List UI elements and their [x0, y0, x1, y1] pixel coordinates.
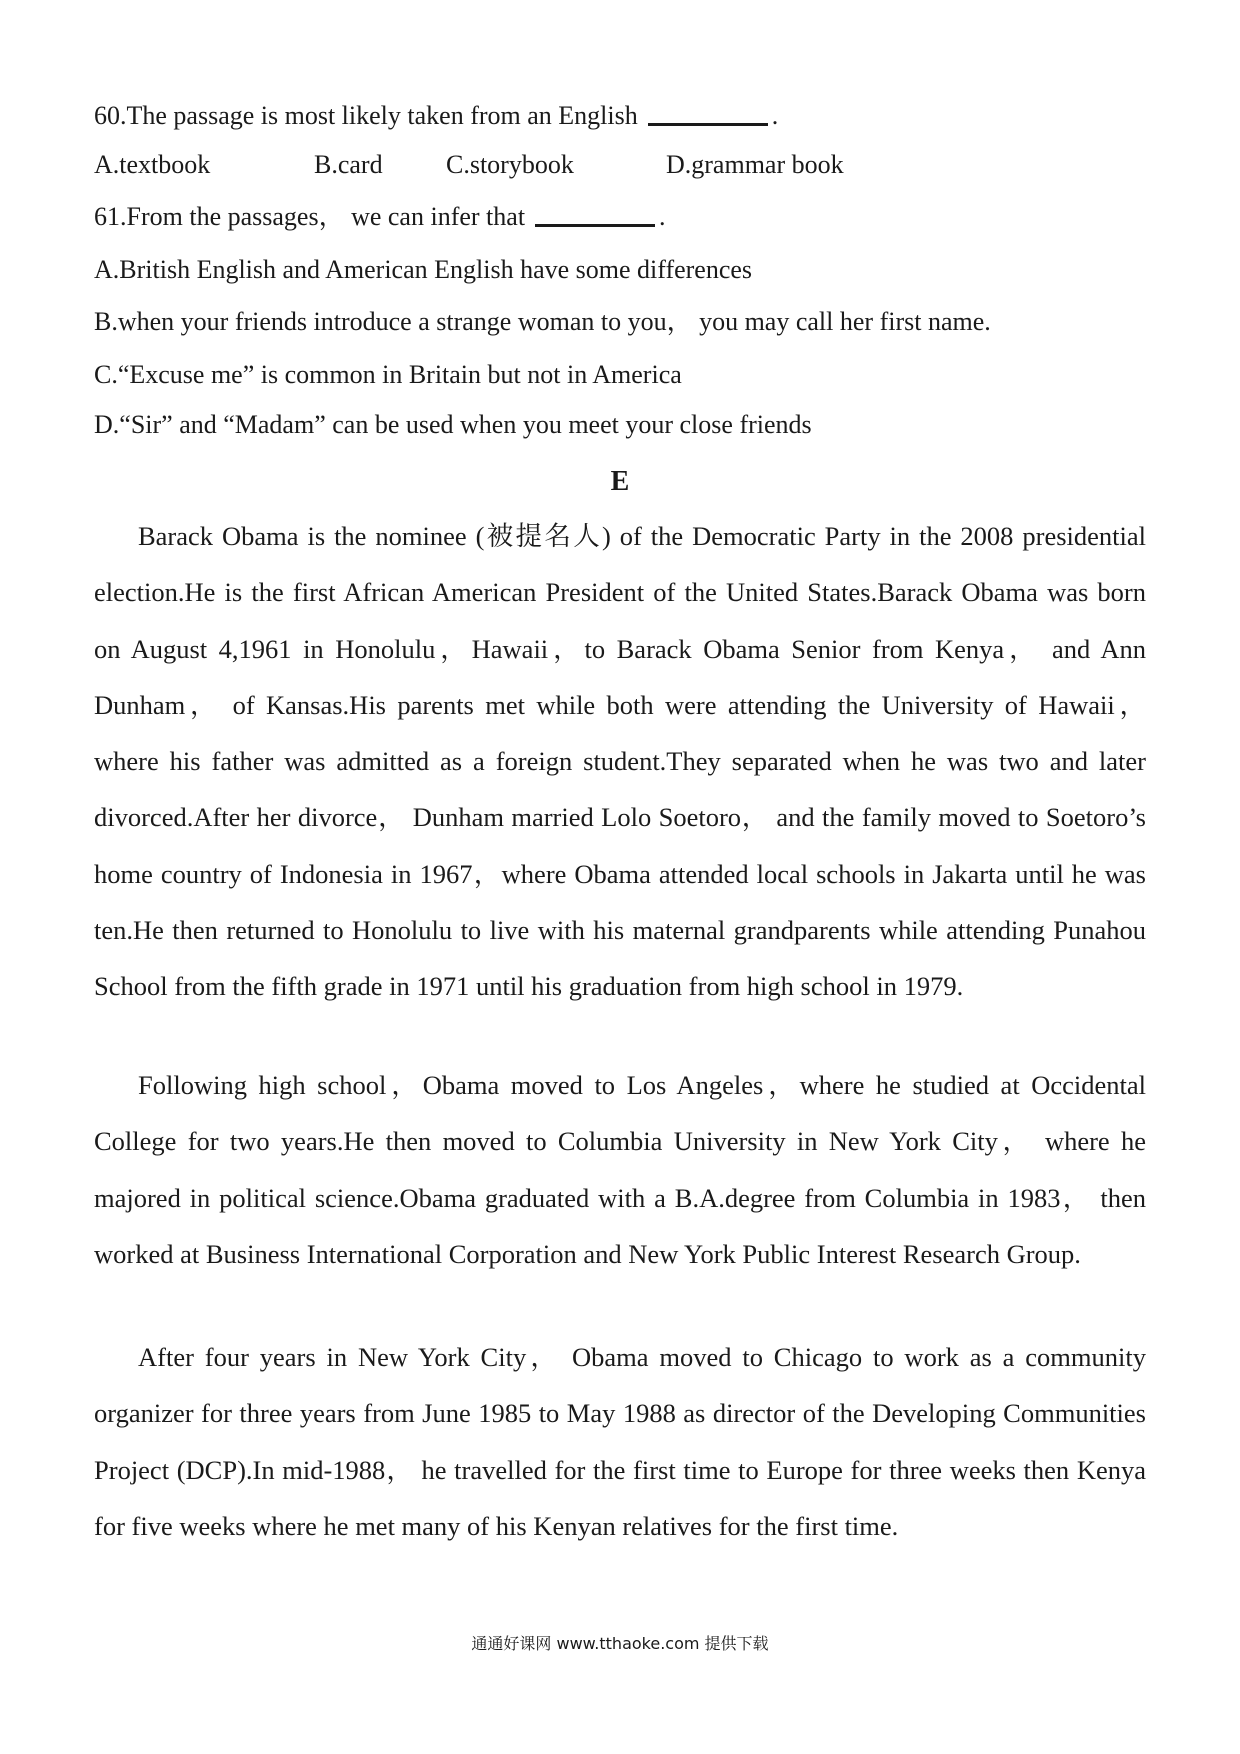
question-61-end: . — [659, 202, 666, 231]
answer-blank — [535, 202, 655, 227]
question-61-text: 61.From the passages， we can infer that — [94, 202, 526, 231]
option-d: D.grammar book — [666, 150, 844, 179]
answer-blank — [648, 101, 768, 126]
option-d: D.“Sir” and “Madam” can be used when you meet your close friends — [94, 410, 812, 439]
question-61-stem — [94, 201, 666, 233]
question-60-end: . — [771, 101, 779, 130]
option-a: A.British English and American English have some differences — [94, 255, 753, 284]
question-60-stem — [94, 100, 778, 132]
page-footer: 通通好课网 www.tthaoke.com 提供下载 — [471, 1634, 769, 1653]
option-c: C.“Excuse me” is common in Britain but not in America — [94, 360, 682, 389]
option-c: C.storybook — [446, 150, 574, 179]
option-b: B.when your friends introduce a strange woman to you， you may call her first name. — [94, 307, 991, 336]
option-a: A.textbook — [94, 150, 211, 179]
question-60-options — [94, 149, 1146, 181]
section-title: E — [610, 466, 630, 497]
question-60-text: 60.The passage is most likely taken from an English — [94, 101, 638, 130]
passage-paragraph-1: Barack Obama is the nominee (被提名人) of the Democratic Party in the 2008 presidential election.He is the first African American President of the United States.Barack Obama was born on August 4,1961 in Honolulu，Hawaii，to Barack Obama Senior from Kenya， and Ann Dunham， of Kansas.His parents met while both were attending the University of Hawaii， where his father was admitted as a foreign student.They separated when he was two and later divorced.After her divorce， Dunham married Lolo Soetoro， and the family moved to Soetoro’s home country of Indonesia in 1967，where Obama attended local schools in Jakarta until he was ten.He then returned to Honolulu to live with his maternal grandparents while attending Punahou School from the fifth grade in 1971 until his graduation from high school in 1979. — [94, 521, 1146, 1002]
passage-paragraph-2: Following high school，Obama moved to Los Angeles，where he studied at Occidental College for two years.He then moved to Columbia University in New York City， where he majored in political science.Obama graduated with a B.A.degree from Columbia in 1983， then worked at Business International Corporation and New York Public Interest Research Group. — [94, 1070, 1146, 1269]
option-b: B.card — [314, 150, 383, 179]
passage-paragraph-3: After four years in New York City， Obama moved to Chicago to work as a community organizer for three years from June 1985 to May 1988 as director of the Developing Communities Project (DCP).In mid-1988， he travelled for the first time to Europe for three weeks then Kenya for five weeks where he met many of his Kenyan relatives for the first time. — [94, 1342, 1146, 1541]
